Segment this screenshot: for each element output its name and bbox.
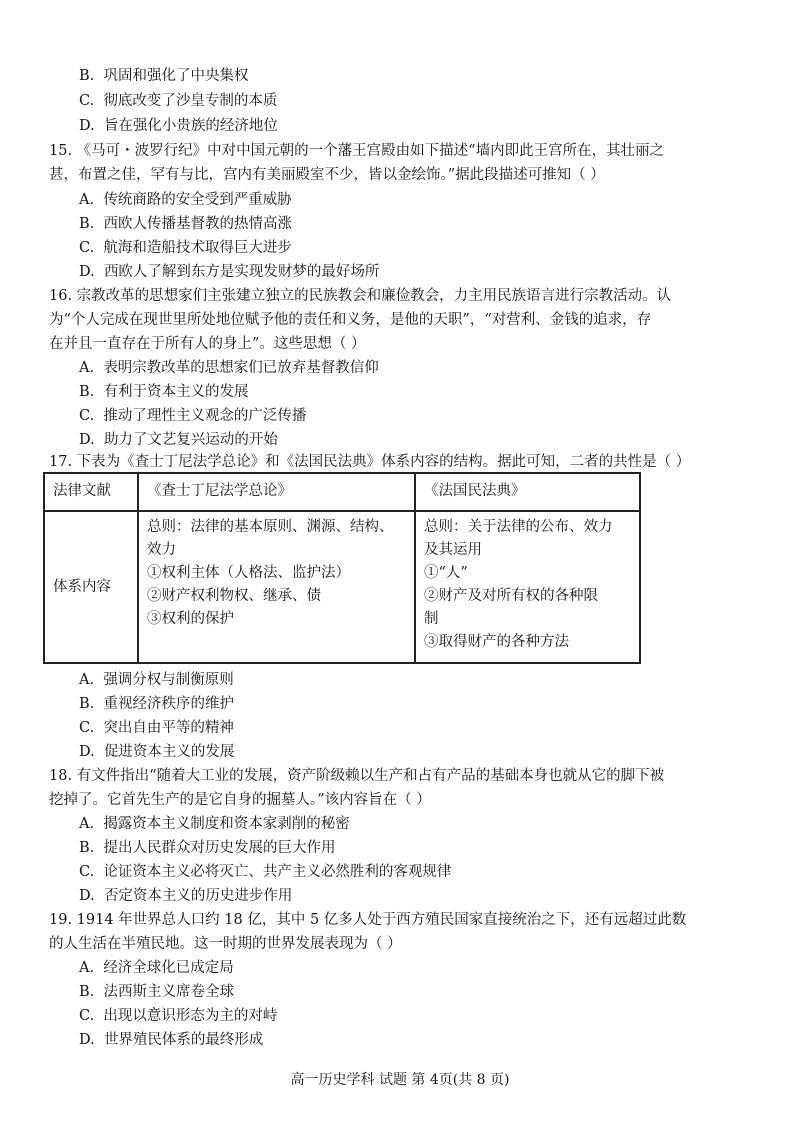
- cell-line: ③权利的保护: [147, 611, 234, 627]
- q15-option-d: D. 西欧人了解到东方是实现发财梦的最好场所: [79, 264, 380, 280]
- french-code-content-cell: [415, 511, 640, 663]
- cell-line: 及其运用: [424, 542, 482, 558]
- q16-option-d: D. 助力了文艺复兴运动的开始: [79, 432, 278, 448]
- q18-option-a: A. 揭露资本主义制度和资本家剥削的秘密: [79, 816, 350, 832]
- q17-option-d: D. 促进资本主义的发展: [79, 744, 235, 760]
- q16-option-c: C. 推动了理性主义观念的广泛传播: [79, 408, 307, 424]
- q16-stem-line-1: 16. 宗教改革的思想家们主张建立独立的民族教会和廉俭教会，力主用民族语言进行宗教活动。认: [49, 288, 672, 304]
- q17-option-a: A. 强调分权与制衡原则: [79, 672, 234, 688]
- q18-stem-line-2: 挖掉了。它首先生产的是它自身的掘墓人。”该内容旨在（ ）: [49, 792, 431, 808]
- cell-line: 效力: [147, 542, 176, 558]
- q18-option-c: C. 论证资本主义必将灭亡、共产主义必然胜利的客观规律: [79, 864, 452, 880]
- q19-option-d: D. 世界殖民体系的最终形成: [79, 1032, 264, 1048]
- q15-option-b: B. 西欧人传播基督教的热情高涨: [79, 216, 292, 232]
- cell-line: ③取得财产的各种方法: [424, 634, 569, 650]
- q18-stem-line-1: 18. 有文件指出“随着大工业的发展，资产阶级赖以生产和占有产品的基础本身也就从它的脚下被: [49, 768, 665, 784]
- q16-option-a: A. 表明宗教改革的思想家们已放弃基督教信仰: [79, 360, 379, 376]
- q15-stem-line-2: 甚，布置之佳，罕有与比，宫内有美丽殿室不少，皆以金绘饰。”据此段描述可推知（ ）: [49, 167, 605, 183]
- q19-stem-line-2: 的人生活在半殖民地。这一时期的世界发展表现为（ ）: [49, 936, 402, 952]
- q15-option-c: C. 航海和造船技术取得巨大进步: [79, 240, 292, 256]
- q14-option-c: C. 彻底改变了沙皇专制的本质: [79, 93, 278, 109]
- cell-line: ①“人”: [424, 565, 468, 581]
- q16-stem-line-2: 为“个人完成在现世里所处地位赋予他的责任和义务，是他的天职”，“对营利、金钱的追求，存: [49, 312, 652, 328]
- q17-option-c: C. 突出自由平等的精神: [79, 720, 234, 736]
- q19-option-c: C. 出现以意识形态为主的对峙: [79, 1008, 278, 1024]
- cell-line: ①权利主体（人格法、监护法）: [147, 565, 350, 581]
- q17-option-b: B. 重视经济秩序的维护: [79, 696, 234, 712]
- q19-stem-line-1: 19. 1914 年世界总人口约 18 亿，其中 5 亿多人处于西方殖民国家直接统治之下，还有远超过此数: [49, 912, 687, 928]
- q17-stem: 17. 下表为《査士丁尼法学总论》和《法国民法典》体系内容的结构。据此可知，二者的共性是（ ）: [49, 454, 691, 470]
- q16-option-b: B. 有利于资本主义的发展: [79, 384, 249, 400]
- q19-option-b: B. 法西斯主义席卷全球: [79, 984, 234, 1000]
- cell-line: 总则：法律的基本原则、渊源、结构、: [147, 519, 394, 535]
- cell-line: 制: [424, 611, 439, 627]
- law-comparison-table: [43, 472, 641, 664]
- table-header-cell: 《法国民法典》: [415, 473, 640, 511]
- table-row: [44, 511, 640, 663]
- q16-stem-line-3: 在并且一直存在于所有人的身上”。这些思想（ ）: [49, 336, 366, 352]
- cell-line: ②财产权利物权、继承、债: [147, 588, 321, 604]
- q18-option-b: B. 提出人民群众对历史发展的巨大作用: [79, 840, 336, 856]
- justinian-content-cell: [138, 511, 415, 663]
- table-header-cell: 《査士丁尼法学总论》: [138, 473, 415, 511]
- table-row-label: 体系内容: [44, 511, 138, 663]
- q15-option-a: A. 传统商路的安全受到严重威胁: [79, 192, 292, 208]
- q14-option-d: D. 旨在强化小贵族的经济地位: [79, 118, 278, 134]
- table-header-cell: 法律文献: [44, 473, 138, 511]
- table-header-row: [44, 473, 640, 511]
- q15-stem-line-1: 15. 《马可・波罗行纪》中对中国元朝的一个藩王宫殿由如下描述“墙内即此王宫所在，其壮丽之: [49, 143, 665, 159]
- cell-line: ②财产及对所有权的各种限: [424, 588, 598, 604]
- q18-option-d: D. 否定资本主义的历史进步作用: [79, 888, 293, 904]
- q19-option-a: A. 经济全球化已成定局: [79, 960, 234, 976]
- page-footer: 高一历史学科 试题 第 4页(共 8 页): [290, 1072, 510, 1088]
- q14-option-b: B. 巩固和强化了中央集权: [79, 68, 249, 84]
- cell-line: 总则：关于法律的公布、效力: [424, 519, 613, 535]
